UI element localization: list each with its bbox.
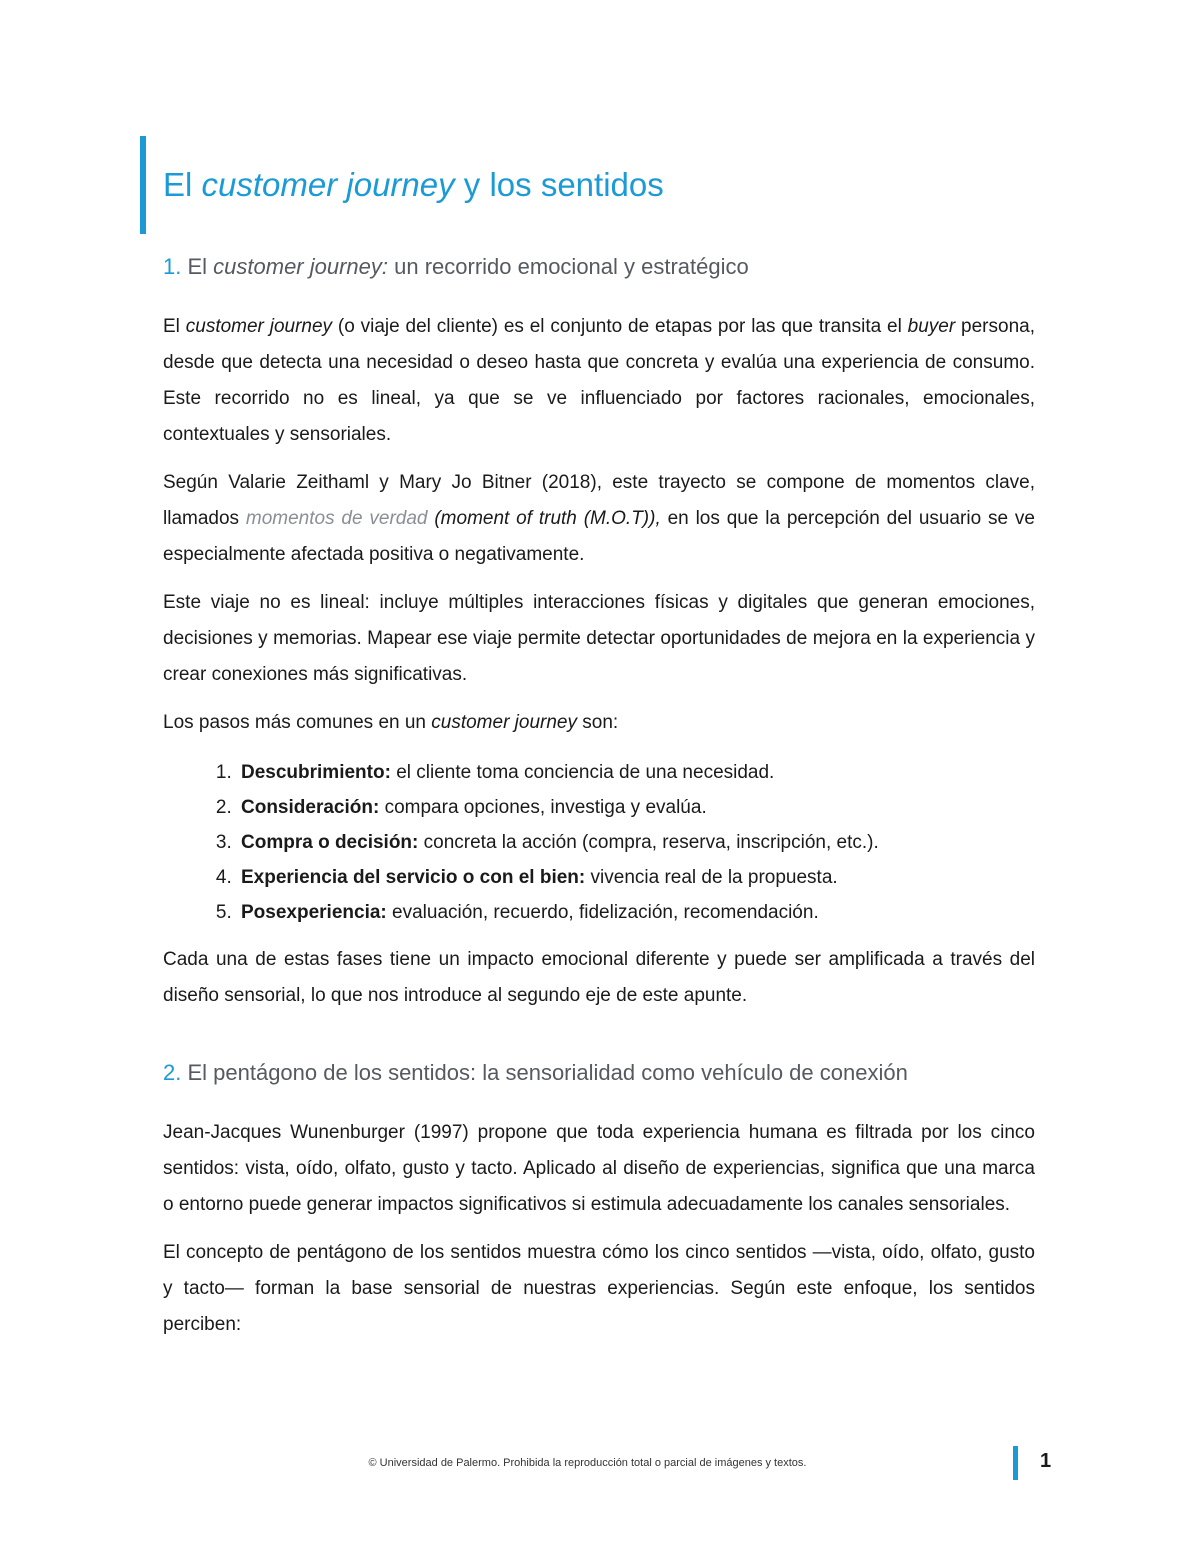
paragraph: Cada una de estas fases tiene un impacto emocional diferente y puede ser amplificada a través del diseño sensorial, lo que nos introduce al segundo eje de este apunte. xyxy=(163,949,1035,1006)
paragraph: Este viaje no es lineal: incluye múltiples interacciones físicas y digitales que generan emociones, decisiones y memorias. Mapear ese viaje permite detectar oportunidades de mejora en la experiencia y crear conexiones más significativas. xyxy=(163,592,1035,685)
list-item: 2. Consideración: compara opciones, investiga y evalúa. xyxy=(237,790,1035,825)
page-number: 1 xyxy=(1040,1450,1052,1472)
list-item: 4. Experiencia del servicio o con el bien: vivencia real de la propuesta. xyxy=(237,860,1035,895)
paragraph: Según Valarie Zeithaml y Mary Jo Bitner (2018), este trayecto se compone de momentos clave, llamados momentos de verdad (moment of truth (M.O.T)), en los que la percepción del usuario se ve especialmente afectada positiva o negativamente. xyxy=(163,472,1035,565)
paragraph: El concepto de pentágono de los sentidos muestra cómo los cinco sentidos —vista, oído, olfato, gusto y tacto— forman la base sensorial de nuestras experiencias. Según este enfoque, los sentidos perciben: xyxy=(163,1242,1035,1335)
footer-copyright: © Universidad de Palermo. Prohibida la reproducción total o parcial de imágenes y textos. xyxy=(368,1457,807,1469)
paragraph: El customer journey (o viaje del cliente) es el conjunto de etapas por las que transita el buyer persona, desde que detecta una necesidad o deseo hasta que concreta y evalúa una experiencia de consumo. Este recorrido no es lineal, ya que se ve influenciado por factores racionales, emocionales, contextuales y sensoriales. xyxy=(163,316,1035,445)
document-body xyxy=(163,254,1035,1343)
list-item: 3. Compra o decisión: concreta la acción (compra, reserva, inscripción, etc.). xyxy=(237,825,1035,860)
list-item: 5. Posexperiencia: evaluación, recuerdo, fidelización, recomendación. xyxy=(237,895,1035,930)
section-2-heading: 2. El pentágono de los sentidos: la sensorialidad como vehículo de conexión xyxy=(163,1060,908,1085)
steps-list xyxy=(163,755,1035,930)
paragraph: Los pasos más comunes en un customer journey son: xyxy=(163,712,619,733)
paragraph: Jean-Jacques Wunenburger (1997) propone que toda experiencia humana es filtrada por los cinco sentidos: vista, oído, olfato, gusto y tacto. Aplicado al diseño de experiencias, significa que una marca o entorno puede generar impactos significativos si estimula adecuadamente los canales sensoriales. xyxy=(163,1122,1035,1215)
title-accent-bar xyxy=(140,136,146,234)
document-title: El customer journey y los sentidos xyxy=(163,166,664,203)
section-1-heading: 1. El customer journey: un recorrido emocional y estratégico xyxy=(163,254,749,279)
footer-accent-bar xyxy=(1013,1446,1018,1480)
list-item: 1. Descubrimiento: el cliente toma conciencia de una necesidad. xyxy=(237,755,1035,790)
highlighted-term: momentos de verdad xyxy=(245,508,428,529)
